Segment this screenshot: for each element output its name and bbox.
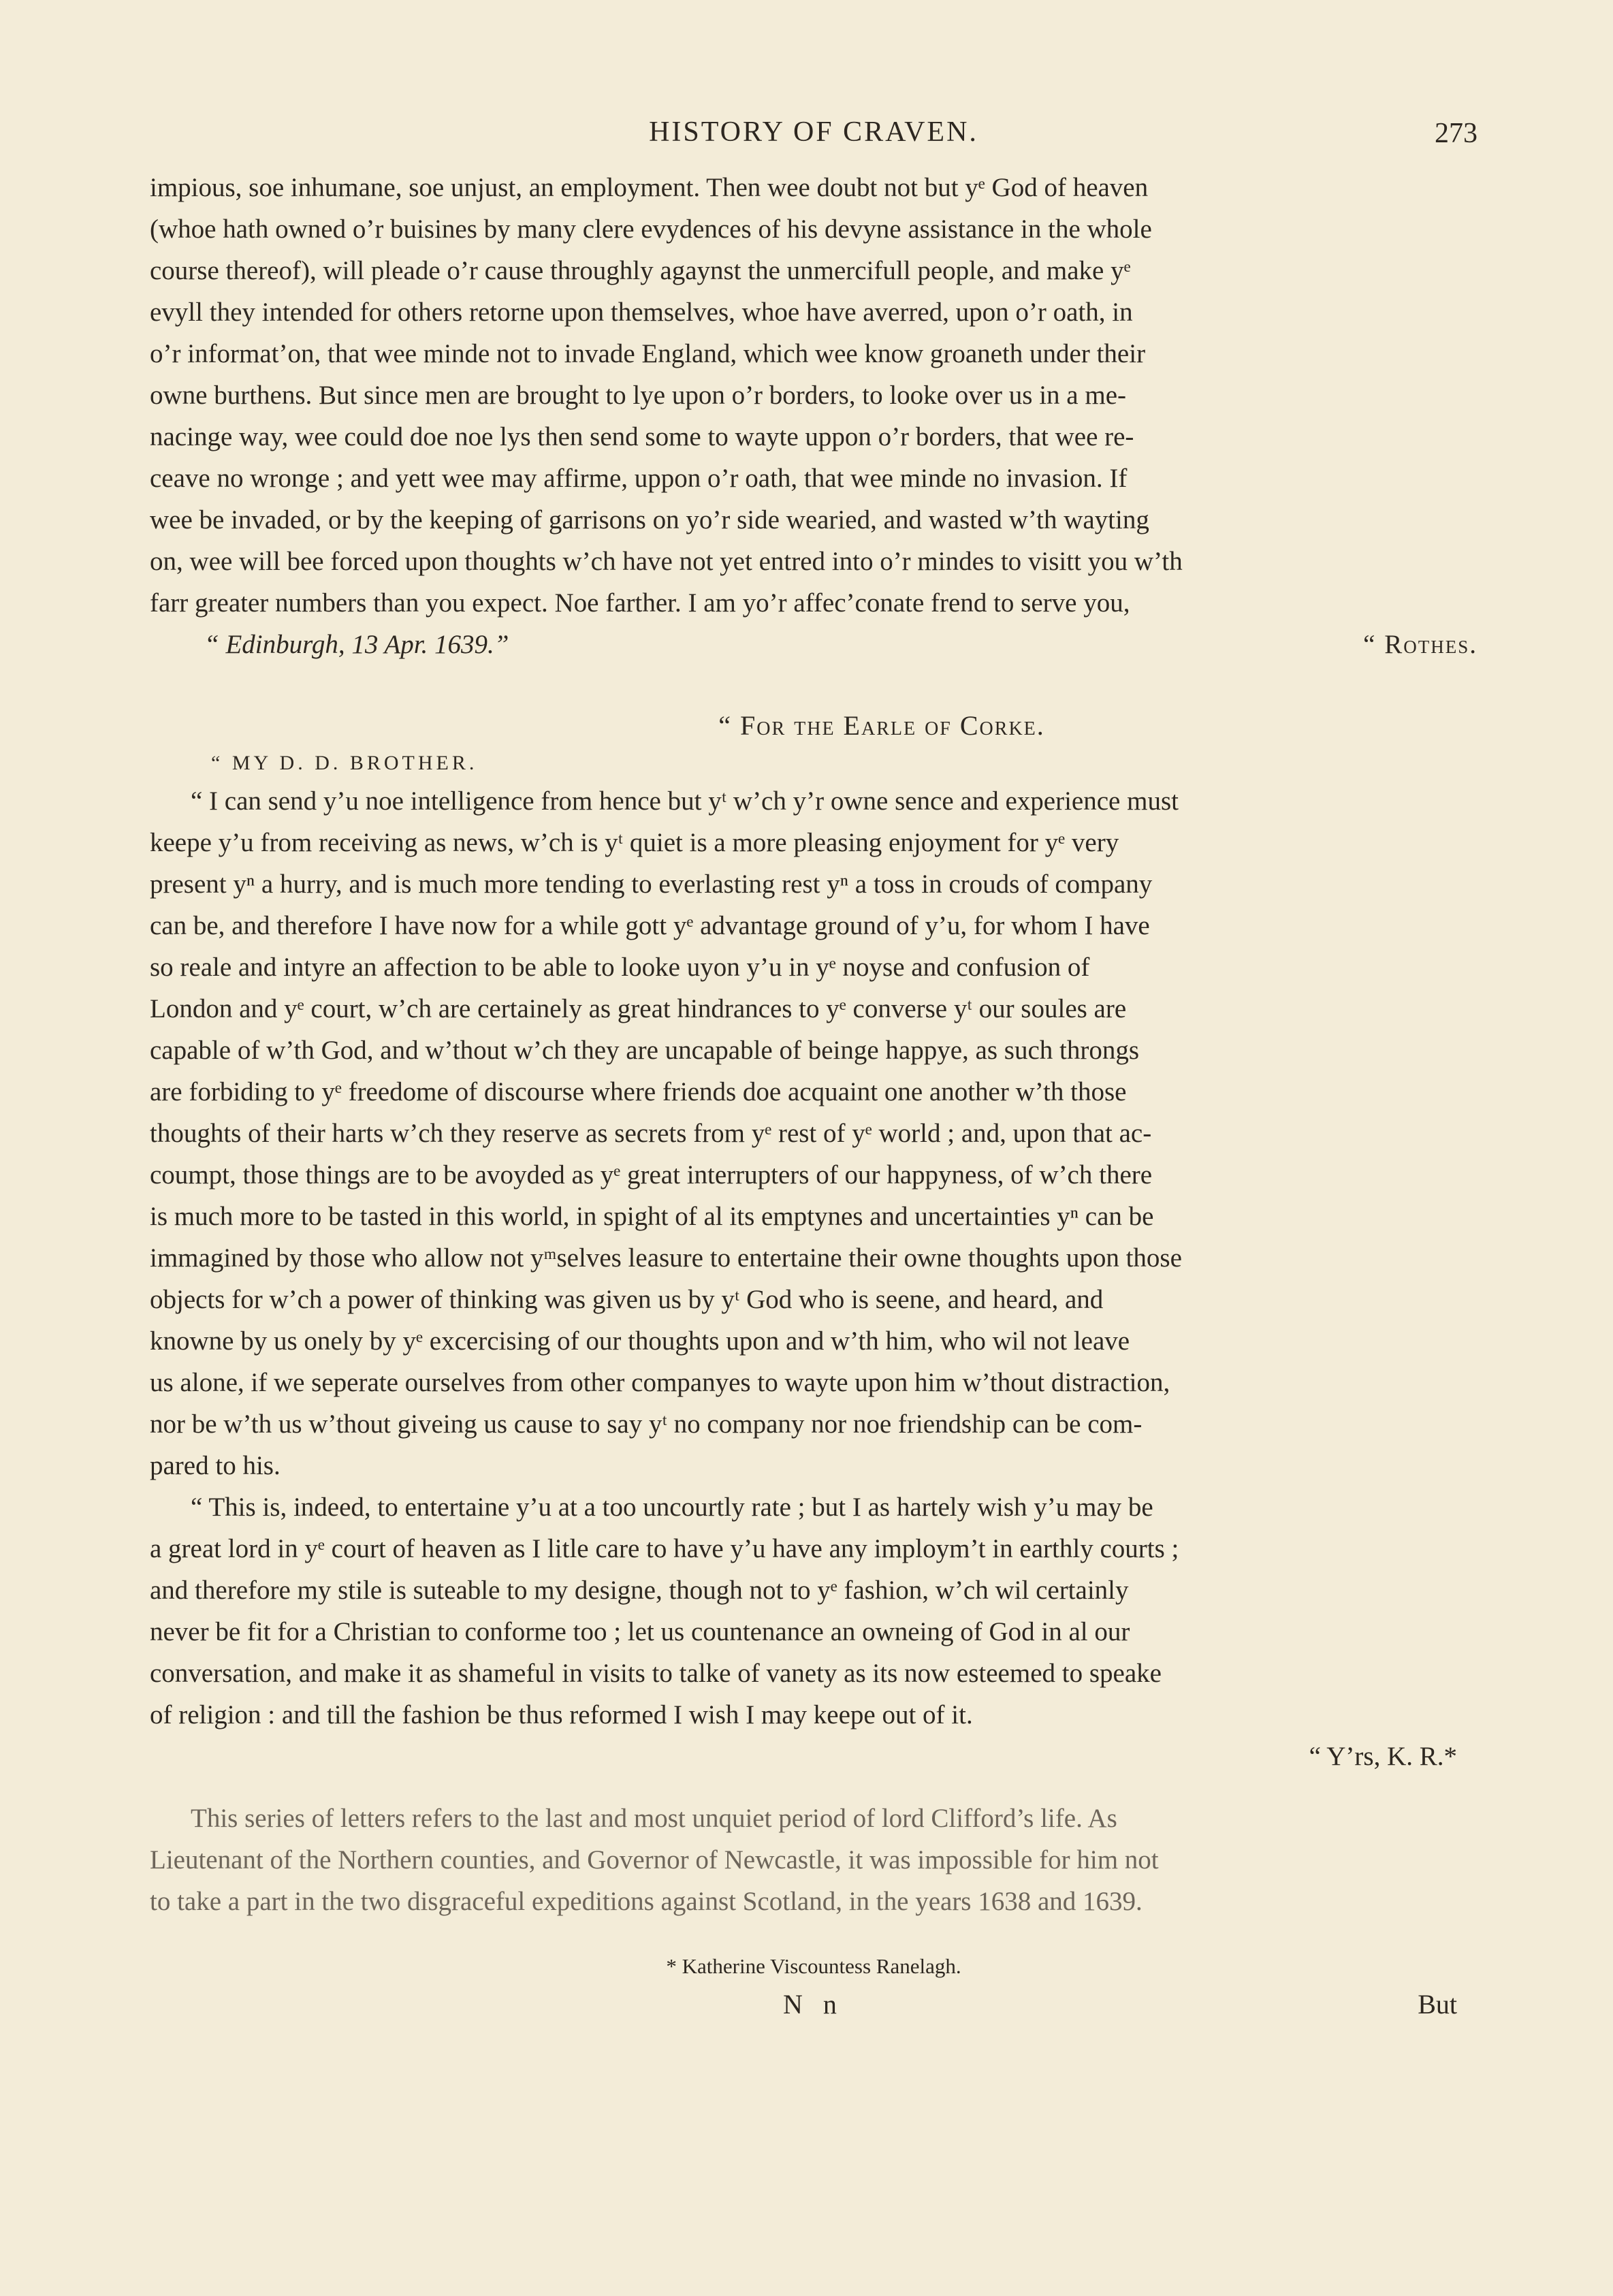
body-line: (whoe hath owned o’r buisines by many clere evydences of his devyne assistance in the whole — [150, 214, 1152, 244]
body-line: present yⁿ a hurry, and is much more tending to everlasting rest yⁿ a toss in crouds of company — [150, 870, 1153, 899]
body-line: nacinge way, wee could doe noe lys then send some to wayte uppon o’r borders, that wee re- — [150, 422, 1134, 451]
letter-closing — [150, 624, 1478, 665]
body-line: This series of letters refers to the last and most unquiet period of lord Clifford’s life. As — [191, 1804, 1117, 1833]
body-line: are forbiding to yᵉ freedome of discourse where friends doe acquaint one another w’th those — [150, 1077, 1127, 1106]
body-line: o’r informat’on, that wee minde not to invade England, which wee know groaneth under their — [150, 339, 1146, 368]
body-line: evyll they intended for others retorne upon themselves, whoe have averred, upon o’r oath, in — [150, 298, 1133, 327]
page-footer — [150, 1988, 1478, 2029]
page-header — [150, 116, 1478, 157]
body-line: can be, and therefore I have now for a while gott yᵉ advantage ground of y’u, for whom I have — [150, 911, 1150, 940]
running-title: HISTORY OF CRAVEN. — [649, 116, 978, 148]
body-line: owne burthens. But since men are brought to lye upon o’r borders, to looke over us in a me- — [150, 381, 1126, 410]
body-line: keepe y’u from receiving as news, w’ch is yᵗ quiet is a more pleasing enjoyment for yᵉ very — [150, 828, 1119, 857]
body-line: London and yᵉ court, w’ch are certainely as great hindrances to yᵉ converse yᵗ our soules are — [150, 994, 1127, 1023]
body-line: knowne by us onely by yᵉ excercising of our thoughts upon and w’th him, who wil not leave — [150, 1326, 1130, 1356]
body-line: is much more to be tasted in this world, in spight of al its emptynes and uncertainties yⁿ can be — [150, 1202, 1154, 1231]
body-line: us alone, if we seperate ourselves from other companyes to wayte upon him w’thout distraction, — [150, 1368, 1170, 1397]
letter-ranelagh — [150, 705, 1478, 1777]
body-line: wee be invaded, or by the keeping of garrisons on yo’r side wearied, and wasted w’th wayting — [150, 505, 1149, 535]
body-line: conversation, and make it as shameful in visits to talke of vanety as its now esteemed to speake — [150, 1659, 1162, 1688]
body-line: farr greater numbers than you expect. Noe farther. I am yo’r affec’conate frend to serve you, — [150, 588, 1130, 618]
body-line: never be fit for a Christian to conforme too ; let us countenance an owneing of God in al our — [150, 1617, 1130, 1646]
body-line: and therefore my stile is suteable to my designe, though not to yᵉ fashion, w’ch wil certainly — [150, 1576, 1129, 1605]
body-line: a great lord in yᵉ court of heaven as I litle care to have y’u have any imploym’t in earthly courts ; — [150, 1534, 1179, 1563]
body-line: nor be w’th us w’thout giveing us cause to say yᵗ no company nor noe friendship can be com- — [150, 1409, 1143, 1439]
body-line: to take a part in the two disgraceful expeditions against Scotland, in the years 1638 and 1639. — [150, 1887, 1143, 1916]
catchword: But — [1418, 1989, 1457, 2020]
body-line: pared to his. — [150, 1451, 281, 1480]
body-line: coumpt, those things are to be avoyded as yᵉ great interrupters of our happyness, of w’ch there — [150, 1160, 1153, 1190]
letter-heading: “ For the Earle of Corke. — [718, 710, 1045, 741]
signature-mark: N n — [783, 1989, 844, 2020]
body-line: impious, soe inhumane, soe unjust, an employment. Then wee doubt not but yᵉ God of heaven — [150, 173, 1149, 202]
footnote: * Katherine Viscountess Ranelagh. — [666, 1954, 961, 1978]
body-line: immagined by those who allow not yᵐselves leasure to entertaine their owne thoughts upon those — [150, 1243, 1182, 1273]
place-date: “ Edinburgh, 13 Apr. 1639.” — [204, 630, 509, 659]
commentary — [150, 1798, 1478, 1922]
body-line: “ I can send y’u noe intelligence from hence but yᵗ w’ch y’r owne sence and experience must — [191, 786, 1179, 816]
body-line: so reale and intyre an affection to be able to looke uyon y’u in yᵉ noyse and confusion of — [150, 953, 1090, 982]
body-line: capable of w’th God, and w’thout w’ch they are uncapable of beinge happye, as such throngs — [150, 1036, 1140, 1065]
body-line: of religion : and till the fashion be thus reformed I wish I may keepe out of it. — [150, 1700, 973, 1729]
body-line: “ This is, indeed, to entertaine y’u at a too uncourtly rate ; but I as hartely wish y’u may be — [191, 1493, 1153, 1522]
body-line: course thereof), will pleade o’r cause throughly agaynst the unmercifull people, and make yᵉ — [150, 256, 1131, 285]
letter-signature: “ Rothes. — [1363, 630, 1478, 659]
body-line: Lieutenant of the Northern counties, and Governor of Newcastle, it was impossible for him not — [150, 1845, 1159, 1875]
letter-salutation: “ MY D. D. BROTHER. — [211, 752, 478, 774]
body-line: objects for w’ch a power of thinking was given us by yᵗ God who is seene, and heard, and — [150, 1285, 1104, 1314]
letter-rothes — [150, 167, 1478, 665]
letter-signature: “ Y’rs, K. R.* — [1309, 1742, 1457, 1771]
body-line: thoughts of their harts w’ch they reserve as secrets from yᵉ rest of yᵉ world ; and, upon that ac- — [150, 1119, 1152, 1148]
body-line: on, wee will bee forced upon thoughts w’ch have not yet entred into o’r mindes to visitt you w’th — [150, 547, 1183, 576]
page-number: 273 — [1435, 118, 1478, 149]
body-line: ceave no wronge ; and yett wee may affirme, uppon o’r oath, that wee minde no invasion. If — [150, 464, 1128, 493]
